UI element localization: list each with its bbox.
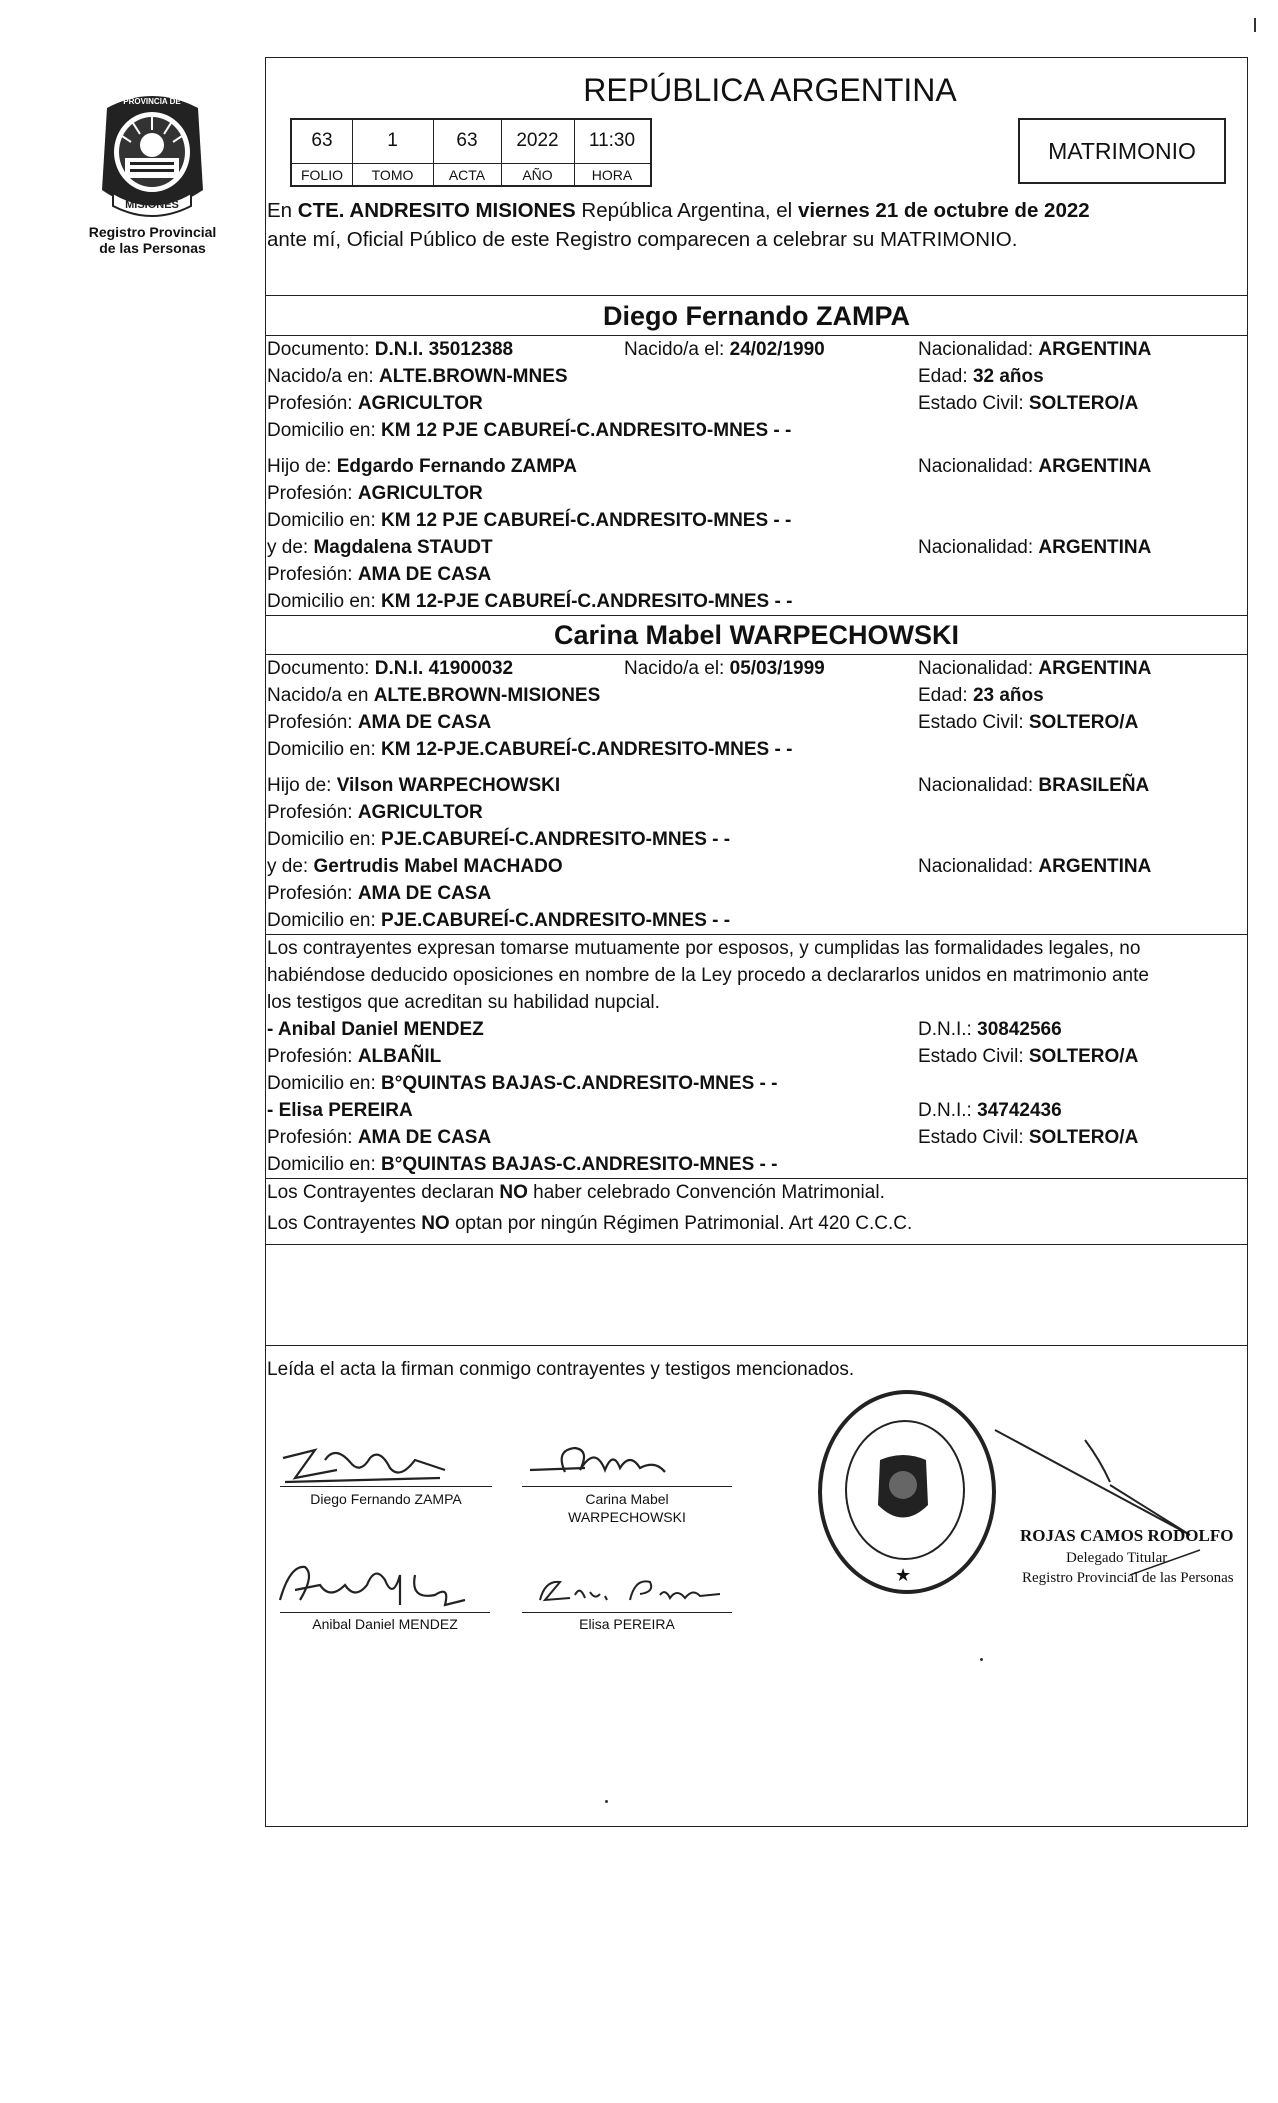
witness2-profession: Profesión: AMA DE CASA	[267, 1127, 492, 1148]
logo-caption	[70, 224, 235, 256]
official-registry: Registro Provincial de las Personas	[1022, 1570, 1234, 1586]
spouse2-name: Carina Mabel WARPECHOWSKI	[553, 620, 960, 650]
spouse2-mother-address: Domicilio en: PJE.CABUREÍ-C.ANDRESITO-MNES - -	[267, 910, 731, 931]
spouse2-father-address: Domicilio en: PJE.CABUREÍ-C.ANDRESITO-MNES - -	[267, 829, 731, 850]
signature-pereira	[535, 1570, 735, 1615]
spouse1-profession: Profesión: AGRICULTOR	[267, 393, 483, 414]
country-title: REPÚBLICA ARGENTINA	[583, 72, 957, 108]
witness1-dni: D.N.I.: 30842566	[918, 1019, 1062, 1040]
spouse2-father: Hijo de: Vilson WARPECHOWSKI	[267, 775, 561, 796]
spouse1-address: Domicilio en: KM 12 PJE CABUREÍ-C.ANDRESITO-MNES - -	[267, 420, 792, 441]
witness1-name: - Anibal Daniel MENDEZ	[267, 1019, 484, 1040]
declaration-line-1: Los contrayentes expresan tomarse mutuamente por esposos, y cumplidas las formalidades legales, no	[267, 938, 1141, 959]
svg-text:MISIONES: MISIONES	[125, 199, 179, 211]
hour-value: 11:30	[588, 130, 636, 151]
spouse2-mother: y de: Gertrudis Mabel MACHADO	[267, 856, 563, 877]
spouse2-mother-profession: Profesión: AMA DE CASA	[267, 883, 492, 904]
corner-mark	[1254, 18, 1256, 32]
declaration-line-2: habiéndose deducido oposiciones en nombre de la Ley procedo a declararlos unidos en matrimonio ante	[267, 965, 1149, 986]
witness2-dni: D.N.I.: 34742436	[918, 1100, 1062, 1121]
spouse1-mother-nationality: Nacionalidad: ARGENTINA	[918, 537, 1152, 558]
witness1-civil-status: Estado Civil: SOLTERO/A	[918, 1046, 1139, 1067]
spouse2-document: Documento: D.N.I. 41900032	[267, 658, 514, 679]
spouse2-profession: Profesión: AMA DE CASA	[267, 712, 492, 733]
signature-caption-pereira: Elisa PEREIRA	[579, 1616, 675, 1632]
spouse2-father-nationality: Nacionalidad: BRASILEÑA	[918, 775, 1150, 796]
spouse1-civil-status: Estado Civil: SOLTERO/A	[918, 393, 1139, 414]
spouse2-civil-status: Estado Civil: SOLTERO/A	[918, 712, 1139, 733]
spouse2-nationality: Nacionalidad: ARGENTINA	[918, 658, 1152, 679]
folio-label: FOLIO	[300, 167, 343, 183]
spouse2-address: Domicilio en: KM 12-PJE.CABUREÍ-C.ANDRESITO-MNES - -	[267, 739, 793, 760]
signature-caption-warpechowski-line2: WARPECHOWSKI	[568, 1509, 686, 1525]
signature-caption-warpechowski-line1: Carina Mabel	[585, 1491, 669, 1507]
spouse1-father-nationality: Nacionalidad: ARGENTINA	[918, 456, 1152, 477]
signature-mendez	[275, 1555, 485, 1615]
folio-value: 63	[311, 130, 333, 151]
declaration-line-3: los testigos que acreditan su habilidad nupcial.	[267, 992, 660, 1013]
logo-caption-line2: de las Personas	[99, 240, 206, 256]
hour-label: HORA	[591, 167, 633, 183]
spouse1-document: Documento: D.N.I. 35012388	[267, 339, 514, 360]
witness1-profession: Profesión: ALBAÑIL	[267, 1046, 442, 1067]
spouse2-mother-nationality: Nacionalidad: ARGENTINA	[918, 856, 1152, 877]
acta-value: 63	[456, 130, 478, 151]
signature-caption-warpechowski	[522, 1490, 732, 1526]
official-title: Delegado Titular	[1066, 1550, 1168, 1566]
spouse1-birthplace: Nacido/a en: ALTE.BROWN-MNES	[267, 366, 568, 387]
witness2-name: - Elisa PEREIRA	[267, 1100, 413, 1121]
spouse1-age: Edad: 32 años	[918, 366, 1044, 387]
spouse1-mother-profession: Profesión: AMA DE CASA	[267, 564, 492, 585]
year-label: AÑO	[522, 167, 553, 183]
spouse1-nationality: Nacionalidad: ARGENTINA	[918, 339, 1152, 360]
act-type-box	[1018, 118, 1226, 184]
acta-label: ACTA	[448, 167, 486, 183]
spouse1-father-address: Domicilio en: KM 12 PJE CABUREÍ-C.ANDRESITO-MNES - -	[267, 510, 792, 531]
spouse2-birthplace: Nacido/a en ALTE.BROWN-MISIONES	[267, 685, 601, 706]
spouse1-father-profession: Profesión: AGRICULTOR	[267, 483, 483, 504]
spouse1-name: Diego Fernando ZAMPA	[603, 301, 910, 331]
record-boxes	[290, 118, 652, 187]
stray-mark	[605, 1800, 608, 1803]
signature-caption-zampa: Diego Fernando ZAMPA	[310, 1491, 462, 1507]
regime-line-1: Los Contrayentes declaran NO haber celebrado Convención Matrimonial.	[267, 1182, 885, 1203]
provincial-seal-logo	[95, 90, 210, 220]
act-type-label: MATRIMONIO	[1048, 138, 1196, 164]
witness2-address: Domicilio en: B°QUINTAS BAJAS-C.ANDRESITO-MNES - -	[267, 1154, 778, 1175]
tomo-label: TOMO	[371, 167, 414, 183]
spouse2-father-profession: Profesión: AGRICULTOR	[267, 802, 483, 823]
closing-statement: Leída el acta la firman conmigo contrayentes y testigos mencionados.	[267, 1359, 855, 1380]
spouse2-age: Edad: 23 años	[918, 685, 1044, 706]
svg-text:PROVINCIA DE: PROVINCIA DE	[123, 97, 181, 106]
witness2-civil-status: Estado Civil: SOLTERO/A	[918, 1127, 1139, 1148]
official-name: ROJAS CAMOS RODOLFO	[1020, 1526, 1234, 1545]
spouse1-birthdate: Nacido/a el: 24/02/1990	[624, 339, 825, 360]
tomo-value: 1	[387, 130, 398, 151]
signature-warpechowski	[525, 1440, 695, 1490]
witness1-address: Domicilio en: B°QUINTAS BAJAS-C.ANDRESITO-MNES - -	[267, 1073, 778, 1094]
signature-zampa	[275, 1440, 465, 1490]
spouse1-mother-address: Domicilio en: KM 12-PJE CABUREÍ-C.ANDRESITO-MNES - -	[267, 591, 793, 612]
year-value: 2022	[516, 130, 559, 151]
spouse1-mother: y de: Magdalena STAUDT	[267, 537, 493, 558]
intro-line-2: ante mí, Oficial Público de este Registro comparecen a celebrar su MATRIMONIO.	[267, 228, 1018, 251]
stamp-emblem-icon	[870, 1450, 936, 1530]
stray-mark	[980, 1658, 983, 1661]
logo-caption-line1: Registro Provincial	[88, 224, 217, 240]
spouse1-father: Hijo de: Edgardo Fernando ZAMPA	[267, 456, 578, 477]
stamp-star-icon: ★	[895, 1565, 912, 1585]
spouse2-birthdate: Nacido/a el: 05/03/1999	[624, 658, 825, 679]
signature-caption-mendez: Anibal Daniel MENDEZ	[312, 1616, 458, 1632]
intro-line-1: En CTE. ANDRESITO MISIONES República Argentina, el viernes 21 de octubre de 2022	[267, 199, 1090, 222]
regime-line-2: Los Contrayentes NO optan por ningún Régimen Patrimonial. Art 420 C.C.C.	[267, 1213, 913, 1234]
